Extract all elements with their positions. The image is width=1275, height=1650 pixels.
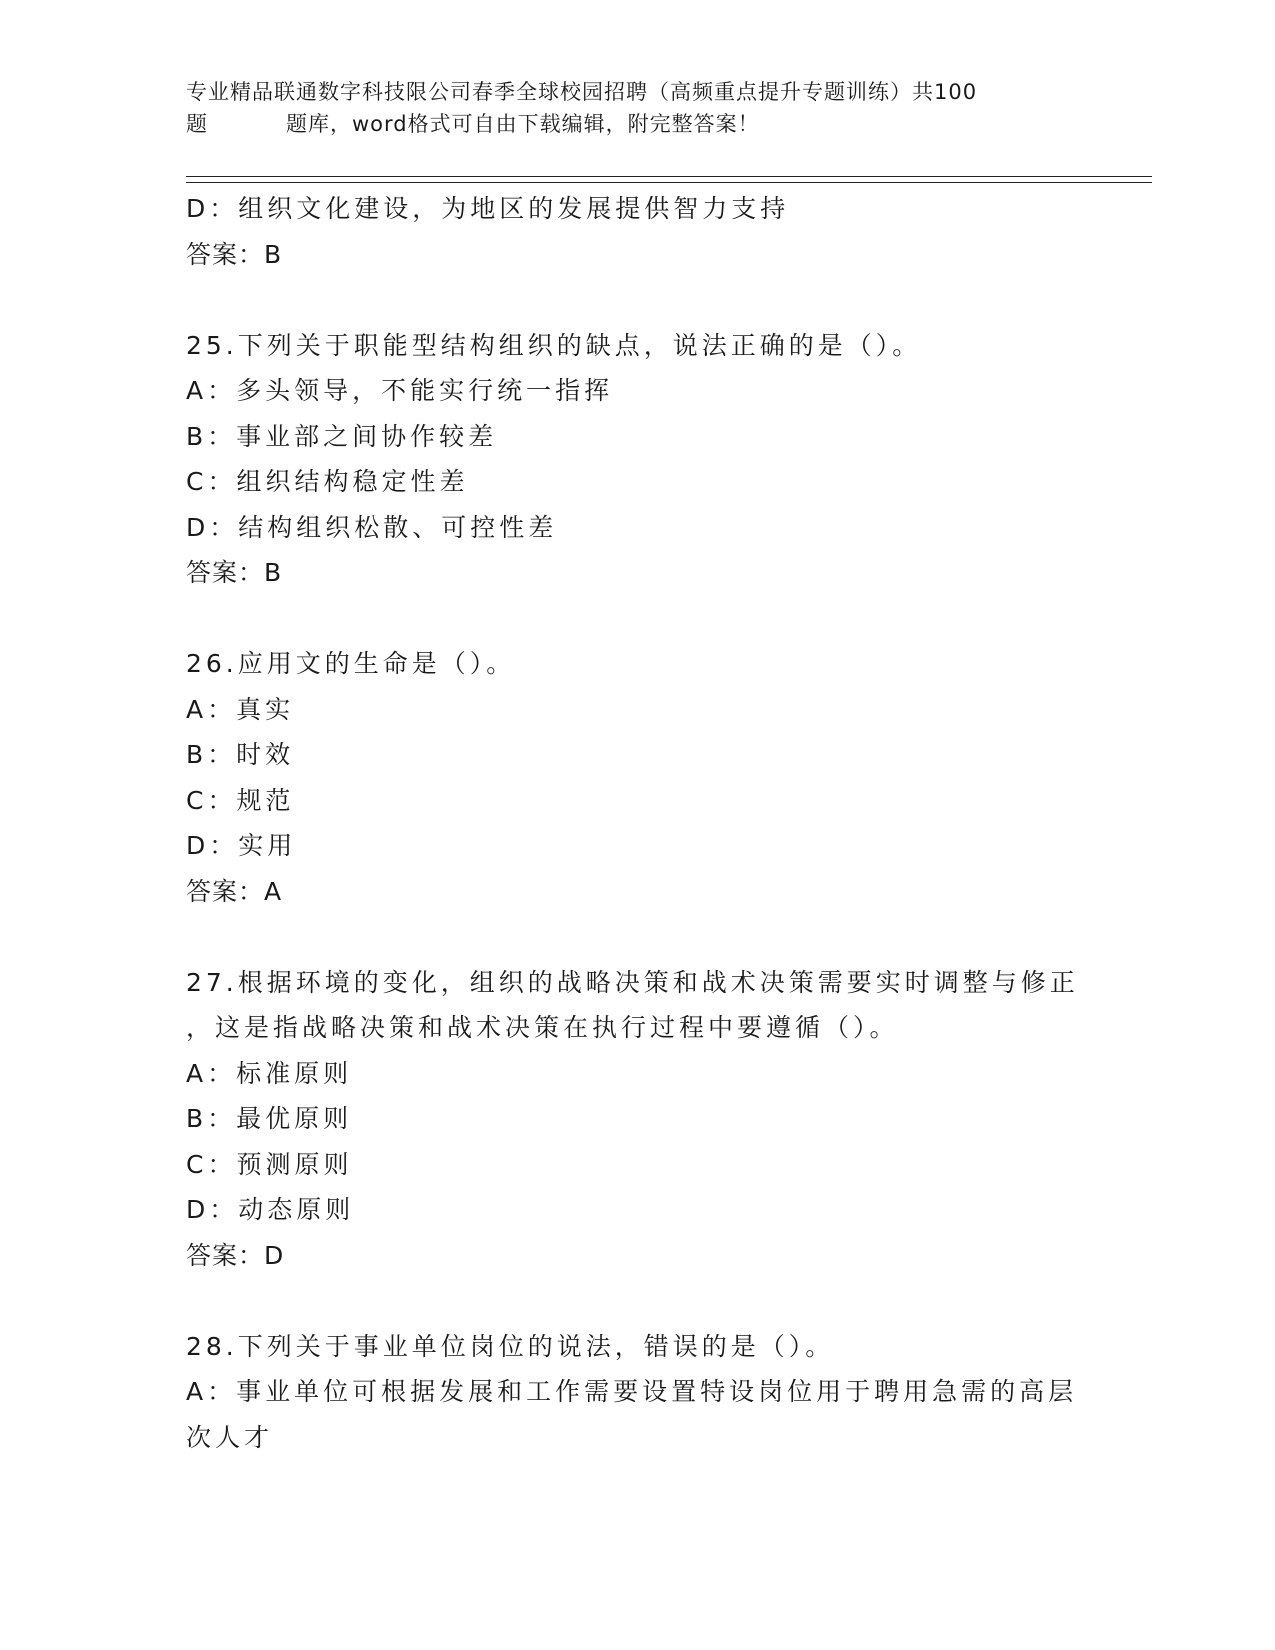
question-title-line-2: ，这是指战略决策和战术决策在执行过程中要遵循（）。 [186, 1013, 899, 1042]
option-c: C：规范 [186, 785, 295, 815]
option-d: D：结构组织松散、可控性差 [186, 512, 558, 542]
question-list [186, 186, 1086, 1460]
question-title: 25.下列关于职能型结构组织的缺点，说法正确的是（）。 [186, 330, 922, 360]
question-27 [186, 960, 1086, 1279]
spacer [186, 277, 1086, 323]
header-line-1: 专业精品联通数字科技限公司春季全球校园招聘（高频重点提升专题训练）共100 [186, 80, 978, 104]
prev-answer: 答案：B [186, 239, 283, 269]
question-title-line-1: 27.根据环境的变化，组织的战略决策和战术决策需要实时调整与修正 [186, 967, 1079, 997]
answer: 答案：D [186, 1240, 285, 1270]
option-a: A：标准原则 [186, 1058, 353, 1088]
option-a: A：多头领导，不能实行统一指挥 [186, 376, 614, 405]
option-a-line-2: 次人才 [186, 1422, 274, 1452]
question-25 [186, 323, 1086, 596]
spacer [186, 1278, 1086, 1324]
spacer [186, 914, 1086, 960]
header-line-2-left: 题 [186, 112, 208, 136]
option-d: D：实用 [186, 831, 297, 860]
header-divider-bottom [186, 182, 1152, 183]
header-line-2-right: 题库，word格式可自由下载编辑，附完整答案！ [286, 112, 760, 136]
document-header [186, 76, 1086, 140]
option-b: B：最优原则 [186, 1104, 353, 1133]
answer: 答案：A [186, 876, 283, 906]
option-c: C：预测原则 [186, 1149, 353, 1179]
option-c: C：组织结构稳定性差 [186, 467, 469, 496]
answer: 答案：B [186, 558, 283, 587]
option-a-line-1: A：事业单位可根据发展和工作需要设置特设岗位用于聘用急需的高层 [186, 1377, 1078, 1406]
question-title: 26.应用文的生命是（）。 [186, 649, 516, 678]
option-d: D：动态原则 [186, 1195, 355, 1224]
question-title: 28.下列关于事业单位岗位的说法，错误的是（）。 [186, 1331, 835, 1361]
header-line-2 [186, 108, 1086, 140]
option-b: B：时效 [186, 740, 295, 769]
header-divider-top [186, 176, 1152, 177]
option-b: B：事业部之间协作较差 [186, 421, 498, 451]
question-28 [186, 1324, 1086, 1461]
option-a: A：真实 [186, 694, 295, 724]
prev-option-d: D：组织文化建设，为地区的发展提供智力支持 [186, 194, 790, 223]
spacer [186, 596, 1086, 642]
question-26 [186, 641, 1086, 914]
